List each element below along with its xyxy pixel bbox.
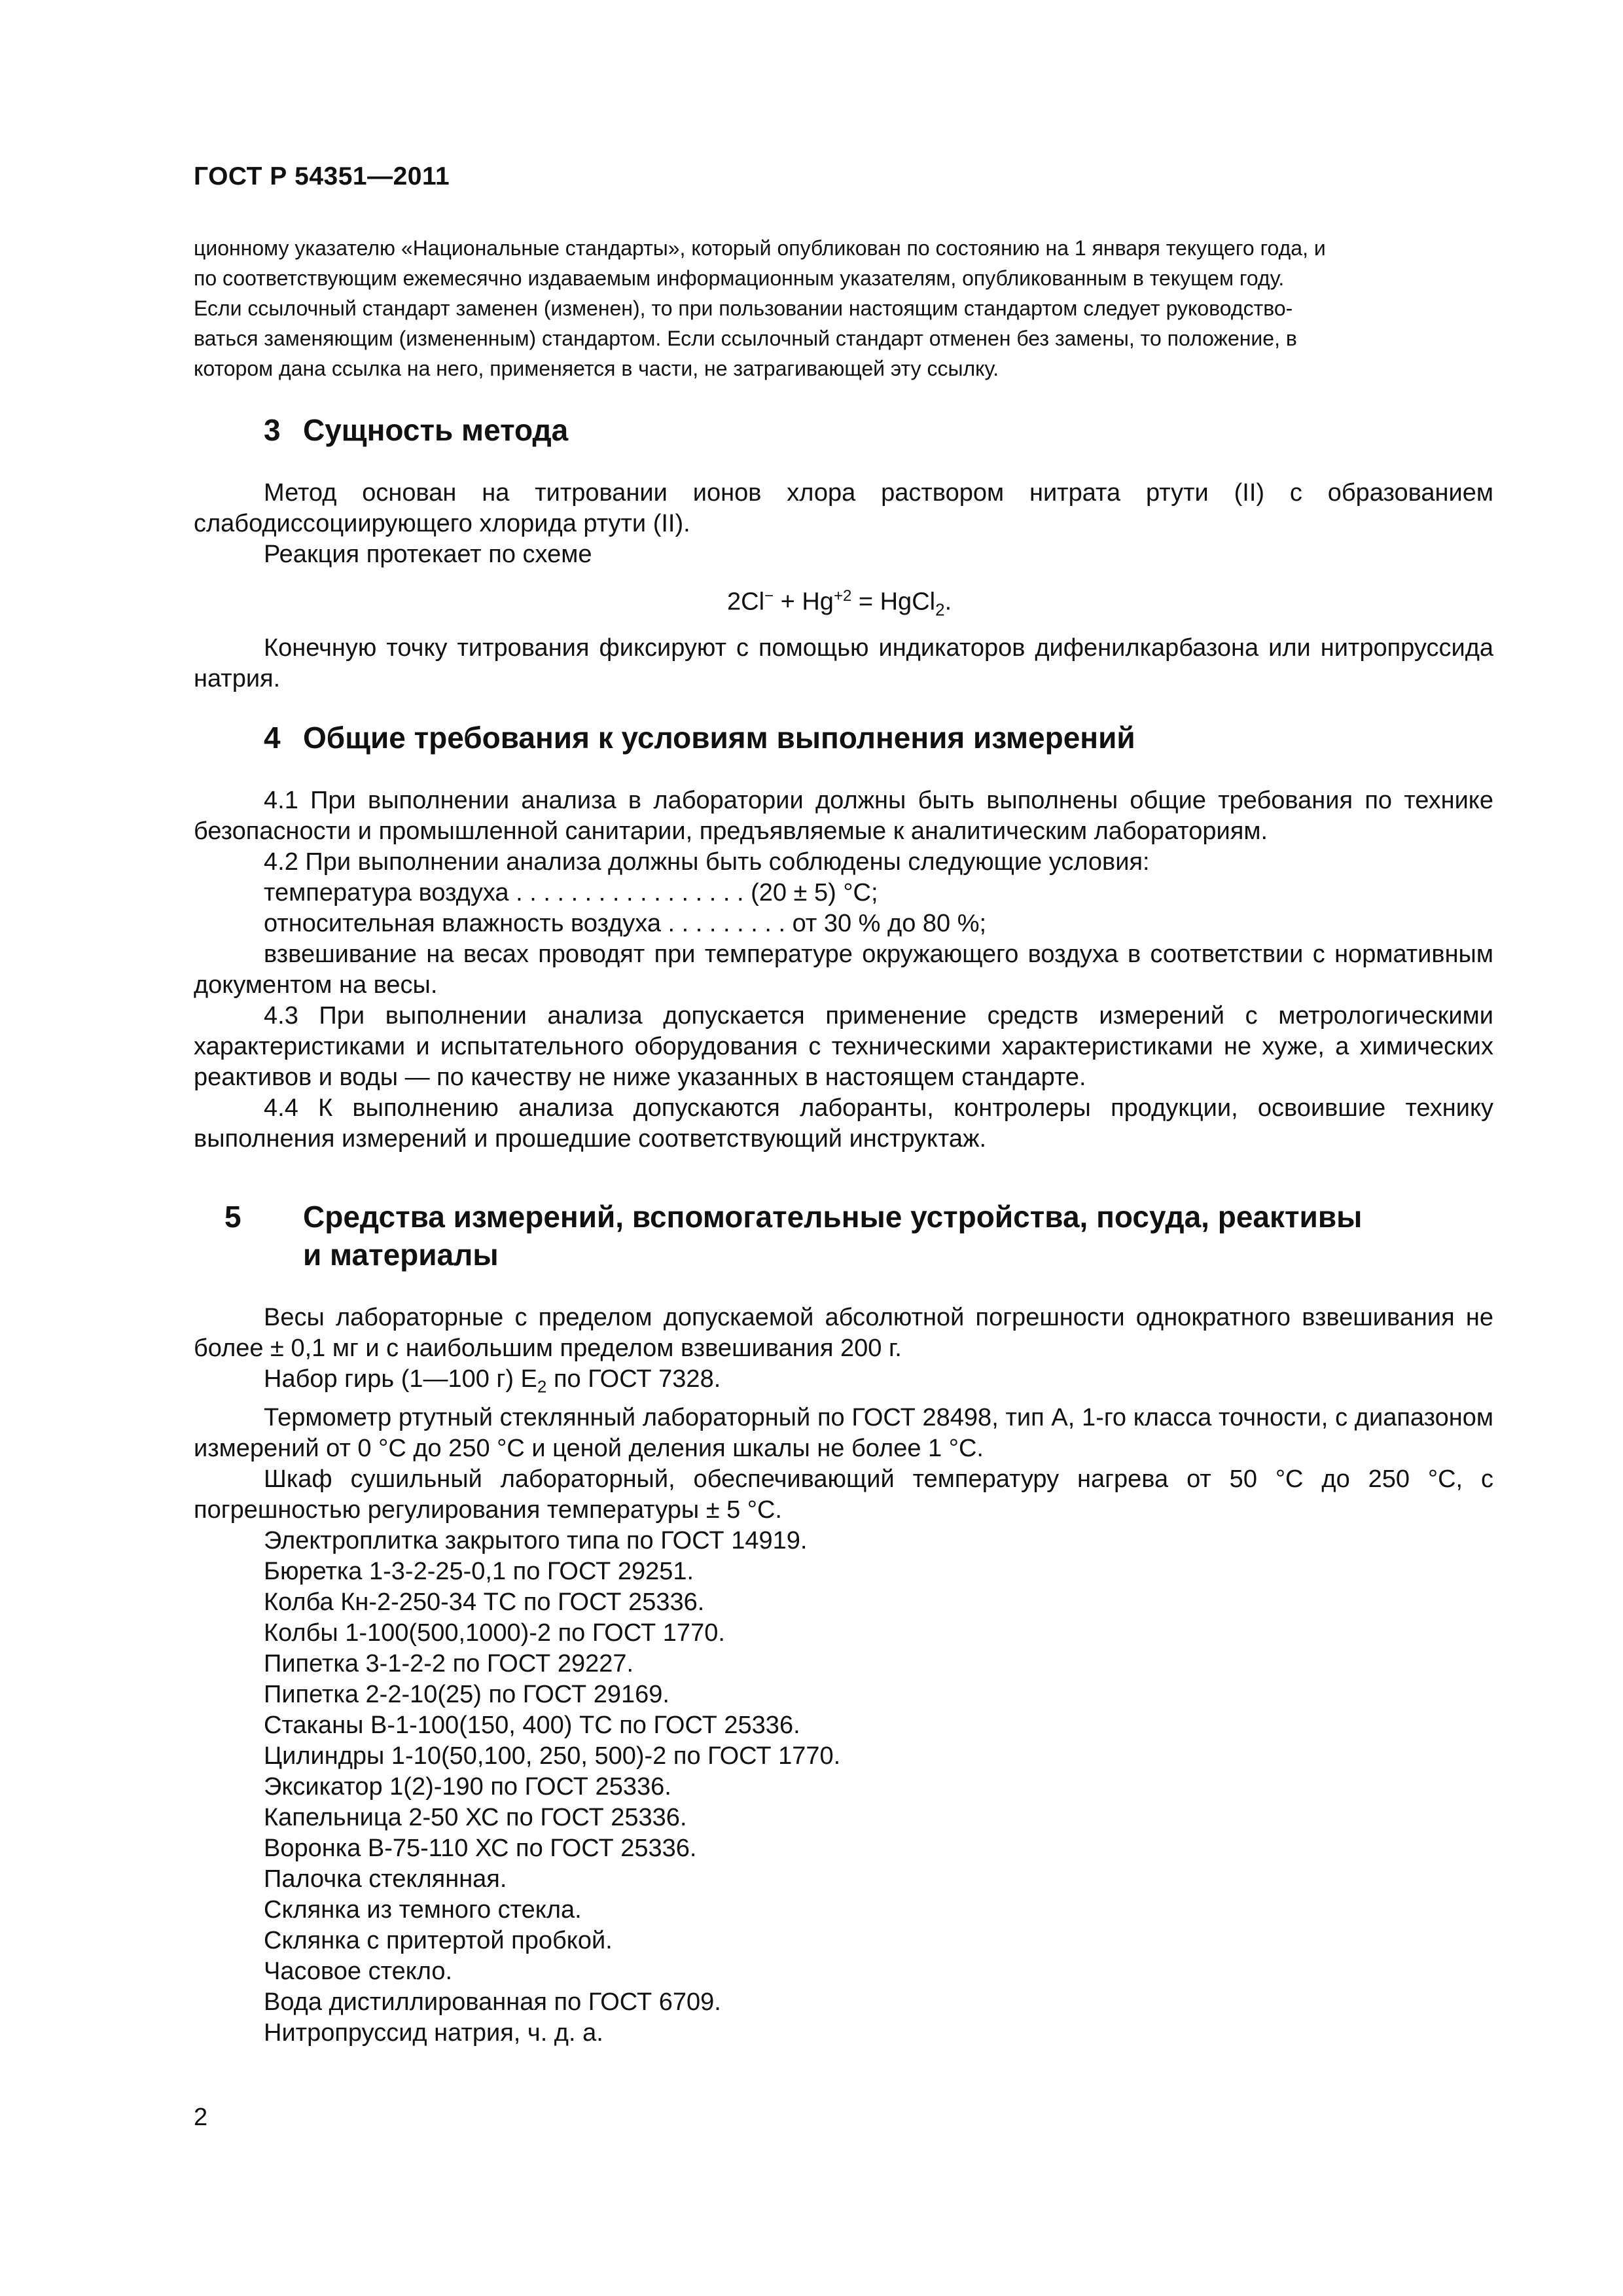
section-number: 3 — [264, 413, 281, 447]
section-title-cont: и материалы — [303, 1238, 499, 1272]
list-item: Цилиндры 1-10(50,100, 250, 500)-2 по ГОСТ 1770. — [264, 1742, 841, 1770]
intro-paragraph — [194, 233, 1493, 384]
section-title: Сущность метода — [303, 413, 569, 447]
reaction-formula — [194, 581, 1493, 625]
paragraph: 4.2 При выполнении анализа должны быть соблюдены следующие условия: — [264, 848, 1150, 876]
section-title: Средства измерений, вспомогательные устройства, посуда, реактивы — [303, 1200, 1363, 1234]
condition-value: (20 ± 5) °C; — [751, 879, 878, 906]
section-5-heading — [194, 1198, 1493, 1274]
formula-sup: − — [764, 587, 774, 605]
list-item: Нитропруссид натрия, ч. д. а. — [264, 2018, 603, 2047]
paragraph: Метод основан на титровании ионов хлора раствором нитрата ртути (II) с образованием слабодиссоциирующего хлорида ртути (II). — [194, 479, 1493, 537]
document-header: ГОСТ Р 54351—2011 — [194, 162, 450, 190]
section-5 — [194, 1198, 1493, 2049]
paragraph: Конечную точку титрования фиксируют с помощью индикаторов дифенилкарбазона или нитропруссида натрия. — [194, 634, 1493, 693]
intro-line: котором дана ссылка на него, применяется в части, не затрагивающей эту ссылку. — [194, 357, 999, 380]
condition-humidity — [194, 908, 1493, 939]
leader-dots: . . . . . . . . . . . . . . . . . — [508, 879, 751, 906]
intro-line: ционному указателю «Национальные стандарты», который опубликован по состоянию на 1 января текущего года, и — [194, 236, 1326, 260]
intro-line: по соответствующим ежемесячно издаваемым информационным указателям, опубликованным в текущем году. — [194, 266, 1285, 290]
list-item: Пипетка 2-2-10(25) по ГОСТ 29169. — [264, 1680, 669, 1708]
list-item: Пипетка 3-1-2-2 по ГОСТ 29227. — [264, 1649, 634, 1677]
intro-line: Если ссылочный стандарт заменен (изменен), то при пользовании настоящим стандартом следует руководство- — [194, 296, 1293, 320]
paragraph: 4.1 При выполнении анализа в лаборатории должны быть выполнены общие требования по технике безопасности и промышленной санитарии, предъявляемые к аналитическим лабораториям. — [194, 787, 1493, 845]
list-item: Склянка с притертой пробкой. — [264, 1926, 613, 1954]
formula-part: + Hg — [774, 588, 834, 616]
section-3-heading — [194, 411, 1493, 449]
list-item: Воронка В-75-110 ХС по ГОСТ 25336. — [264, 1834, 697, 1862]
condition-temperature — [194, 878, 1493, 908]
condition-value: от 30 % до 80 %; — [792, 910, 987, 937]
list-item: Колбы 1-100(500,1000)-2 по ГОСТ 1770. — [264, 1619, 725, 1647]
paragraph — [194, 1364, 1493, 1403]
condition-label: относительная влажность воздуха — [264, 910, 661, 937]
section-number: 4 — [264, 721, 281, 755]
list-item: Часовое стекло. — [264, 1957, 453, 1985]
paragraph: Весы лабораторные с пределом допускаемой абсолютной погрешности однократного взвешивания не более ± 0,1 мг и с наибольшим пределом взвешивания 200 г. — [194, 1304, 1493, 1362]
paragraph: Реакция протекает по схеме — [264, 541, 592, 568]
section-4-heading — [194, 719, 1493, 757]
list-item: Вода дистиллированная по ГОСТ 6709. — [264, 1988, 721, 2016]
formula-part: = HgCl — [851, 588, 936, 616]
section-title: Общие требования к условиям выполнения измерений — [303, 721, 1135, 755]
paragraph: 4.4 К выполнению анализа допускаются лаборанты, контролеры продукции, освоившие технику выполнения измерений и прошедшие соответствующий инструктаж. — [194, 1094, 1493, 1153]
leader-dots: . . . . . . . . . — [660, 910, 793, 937]
text-part: по ГОСТ 7328. — [546, 1365, 721, 1393]
formula-part: 2Cl — [727, 588, 765, 616]
paragraph: Шкаф сушильный лабораторный, обеспечивающий температуру нагрева от 50 °C до 250 °C, с погрешностью регулирования температуры ± 5 °C. — [194, 1465, 1493, 1524]
list-item: Колба Кн-2-250-34 ТС по ГОСТ 25336. — [264, 1588, 705, 1616]
section-4 — [194, 719, 1493, 1155]
formula-sub: 2 — [935, 600, 945, 620]
list-item: Стаканы В-1-100(150, 400) ТС по ГОСТ 25336. — [264, 1711, 800, 1739]
formula-sup: +2 — [833, 587, 852, 605]
paragraph: 4.3 При выполнении анализа допускается применение средств измерений с метрологическими характеристиками и испытательного оборудования с техническими характеристиками не хуже, а химических реактивов и воды — по качеству не ниже указанных в настоящем стандарте. — [194, 1002, 1493, 1091]
formula-part: . — [944, 588, 952, 616]
list-item: Капельница 2-50 ХС по ГОСТ 25336. — [264, 1803, 687, 1831]
paragraph: взвешивание на весах проводят при температуре окружающего воздуха в соответствии с нормативным документом на весы. — [194, 941, 1493, 999]
subscript: 2 — [537, 1376, 547, 1397]
list-item: Палочка стеклянная. — [264, 1865, 507, 1893]
paragraph: Термометр ртутный стеклянный лабораторный по ГОСТ 28498, тип А, 1-го класса точности, с диапазоном измерений от 0 °C до 250 °C и ценой деления шкалы не более 1 °C. — [194, 1403, 1493, 1462]
intro-line: ваться заменяющим (измененным) стандартом. Если ссылочный стандарт отменен без замены, то положение, в — [194, 327, 1297, 350]
list-item: Склянка из темного стекла. — [264, 1895, 582, 1924]
list-item: Бюретка 1-3-2-25-0,1 по ГОСТ 29251. — [264, 1557, 694, 1585]
list-item: Эксикатор 1(2)-190 по ГОСТ 25336. — [264, 1772, 671, 1801]
section-3 — [194, 411, 1493, 694]
section-number: 5 — [224, 1200, 241, 1234]
condition-label: температура воздуха — [264, 879, 509, 906]
page-number: 2 — [194, 2104, 208, 2131]
text-part: Набор гирь (1—100 г) E — [264, 1365, 537, 1393]
list-item: Электроплитка закрытого типа по ГОСТ 14919. — [264, 1526, 808, 1554]
